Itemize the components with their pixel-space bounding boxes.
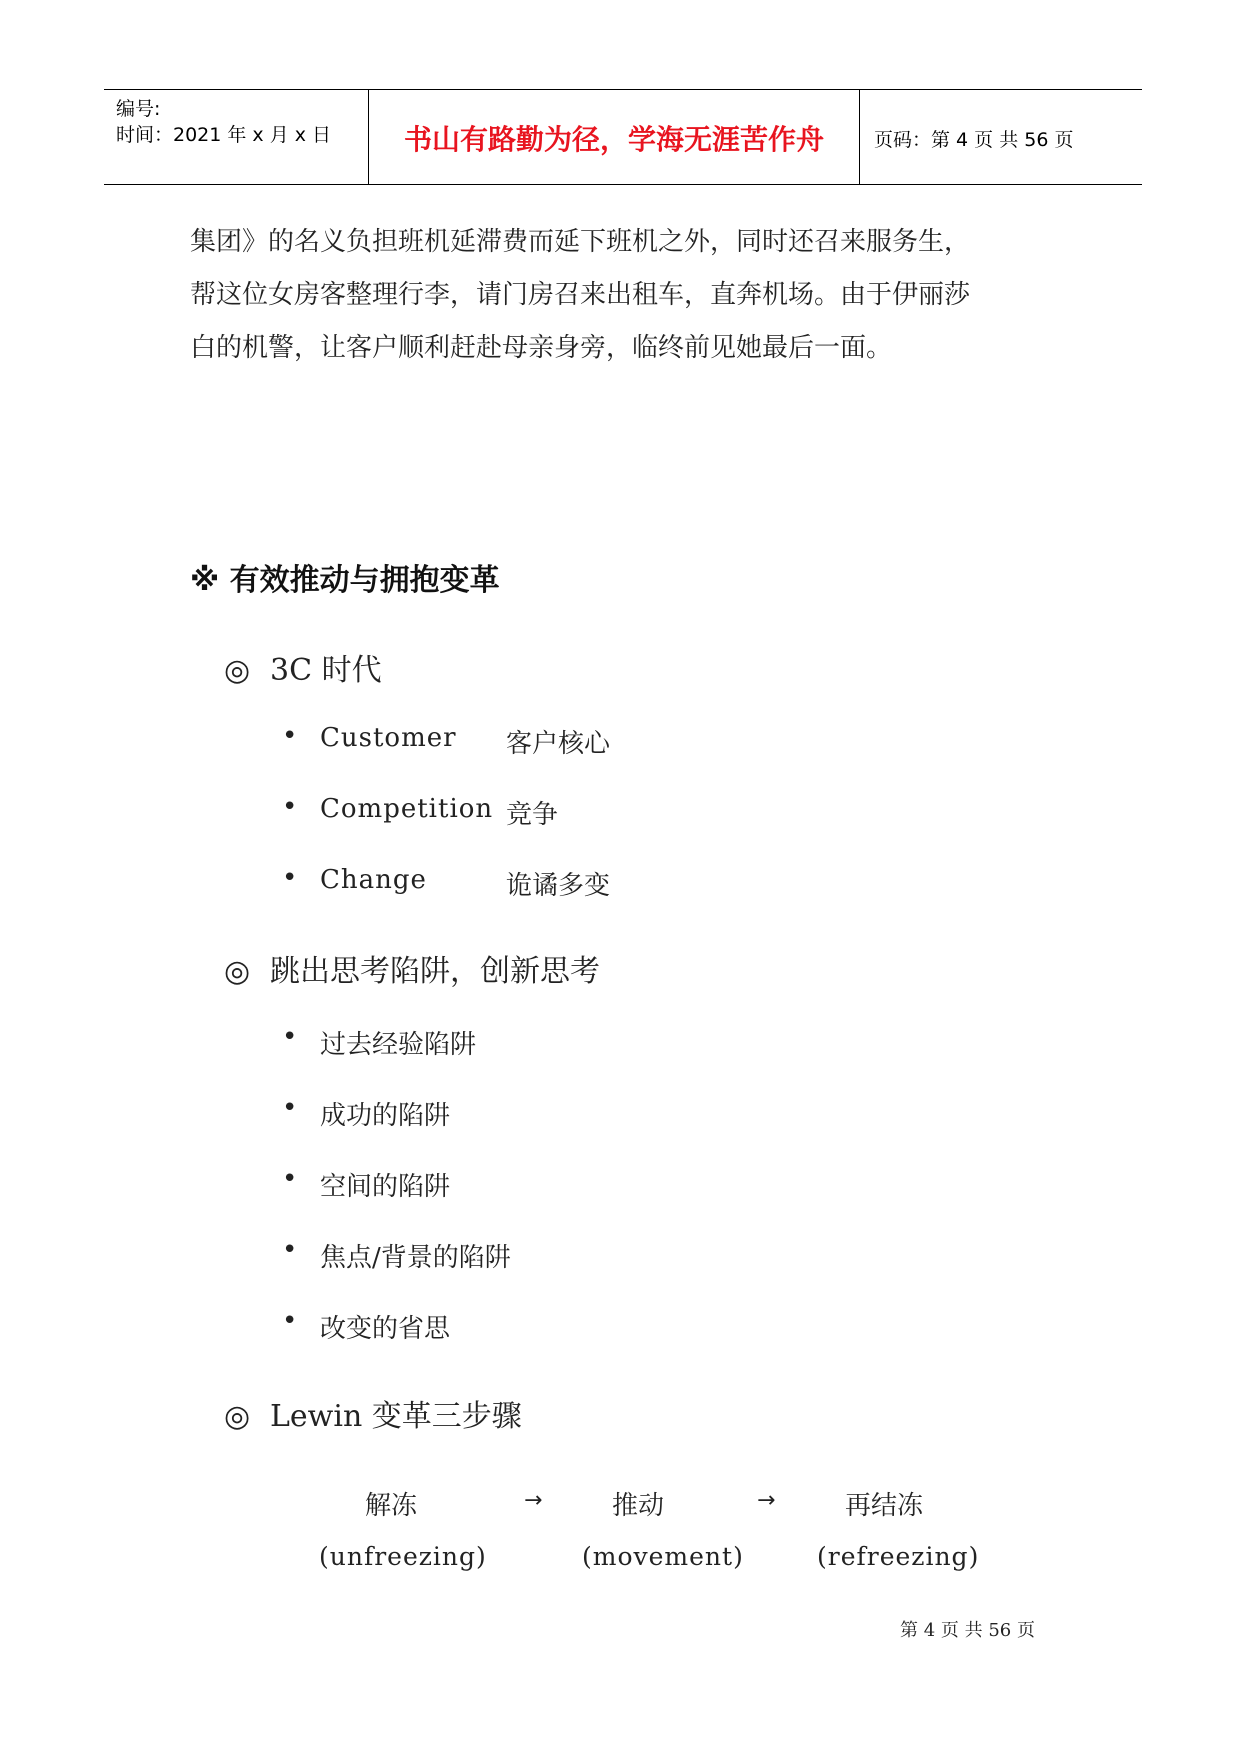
- subsection-title-text: Lewin 变革三步骤: [270, 1399, 522, 1434]
- document-header: [104, 89, 1142, 185]
- lewin-step-zh: 解冻: [365, 1491, 418, 1521]
- time-label: 时间：2021 年 x 月 x 日: [116, 124, 332, 146]
- item-text: 空间的陷阱: [320, 1172, 451, 1202]
- bullet-icon: •: [282, 721, 298, 751]
- double-circle-marker: ◎: [224, 954, 251, 989]
- item-chinese: 诡谲多变: [506, 871, 611, 901]
- item-english: Change: [320, 865, 427, 895]
- bullet-icon: •: [282, 1306, 298, 1336]
- section-heading: ※ 有效推动与拥抱变革: [190, 563, 500, 598]
- item-english: Customer: [320, 723, 457, 753]
- arrow-icon: →: [757, 1488, 776, 1513]
- page-code: 页码：第 4 页 共 56 页: [874, 129, 1074, 151]
- item-text: 成功的陷阱: [320, 1101, 451, 1131]
- subsection-title-text: 跳出思考陷阱，创新思考: [270, 954, 600, 989]
- bullet-icon: •: [282, 863, 298, 893]
- lewin-step-zh: 推动: [612, 1491, 665, 1521]
- header-page-cell: [860, 90, 1142, 184]
- motto: 书山有路勤为径，学海无涯苦作舟: [403, 123, 824, 156]
- paragraph-line: 集团》的名义负担班机延滞费而延下班机之外，同时还召来服务生，: [190, 227, 971, 257]
- arrow-icon: →: [524, 1488, 543, 1513]
- item-chinese: 竞争: [506, 800, 559, 830]
- item-text: 过去经验陷阱: [320, 1030, 477, 1060]
- lewin-step-en: (movement): [582, 1542, 744, 1571]
- lewin-step-zh: 再结冻: [845, 1491, 924, 1521]
- item-chinese: 客户核心: [506, 729, 611, 759]
- subsection-title: [224, 645, 382, 689]
- bullet-icon: •: [282, 1093, 298, 1123]
- subsection-title: [224, 946, 600, 990]
- subsection-title: [224, 1391, 522, 1435]
- item-text: 焦点/背景的陷阱: [320, 1243, 511, 1273]
- double-circle-marker: ◎: [224, 653, 251, 688]
- page-footer: 第 4 页 共 56 页: [900, 1620, 1035, 1641]
- number-label: 编号:: [116, 98, 161, 120]
- lewin-step-en: (unfreezing): [319, 1542, 487, 1571]
- item-english: Competition: [320, 794, 494, 824]
- bullet-icon: •: [282, 1164, 298, 1194]
- item-text: 改变的省思: [320, 1314, 451, 1344]
- paragraph-line: 白的机警，让客户顺利赶赴母亲身旁，临终前见她最后一面。: [190, 333, 893, 363]
- bullet-icon: •: [282, 1235, 298, 1265]
- subsection-title-text: 3C 时代: [270, 653, 382, 688]
- lewin-step-en: (refreezing): [817, 1542, 980, 1571]
- bullet-icon: •: [282, 792, 298, 822]
- header-meta-cell: [104, 90, 369, 184]
- bullet-icon: •: [282, 1022, 298, 1052]
- header-motto-cell: [369, 90, 860, 184]
- paragraph-line: 帮这位女房客整理行李，请门房召来出租车，直奔机场。由于伊丽莎: [190, 280, 971, 310]
- double-circle-marker: ◎: [224, 1399, 251, 1434]
